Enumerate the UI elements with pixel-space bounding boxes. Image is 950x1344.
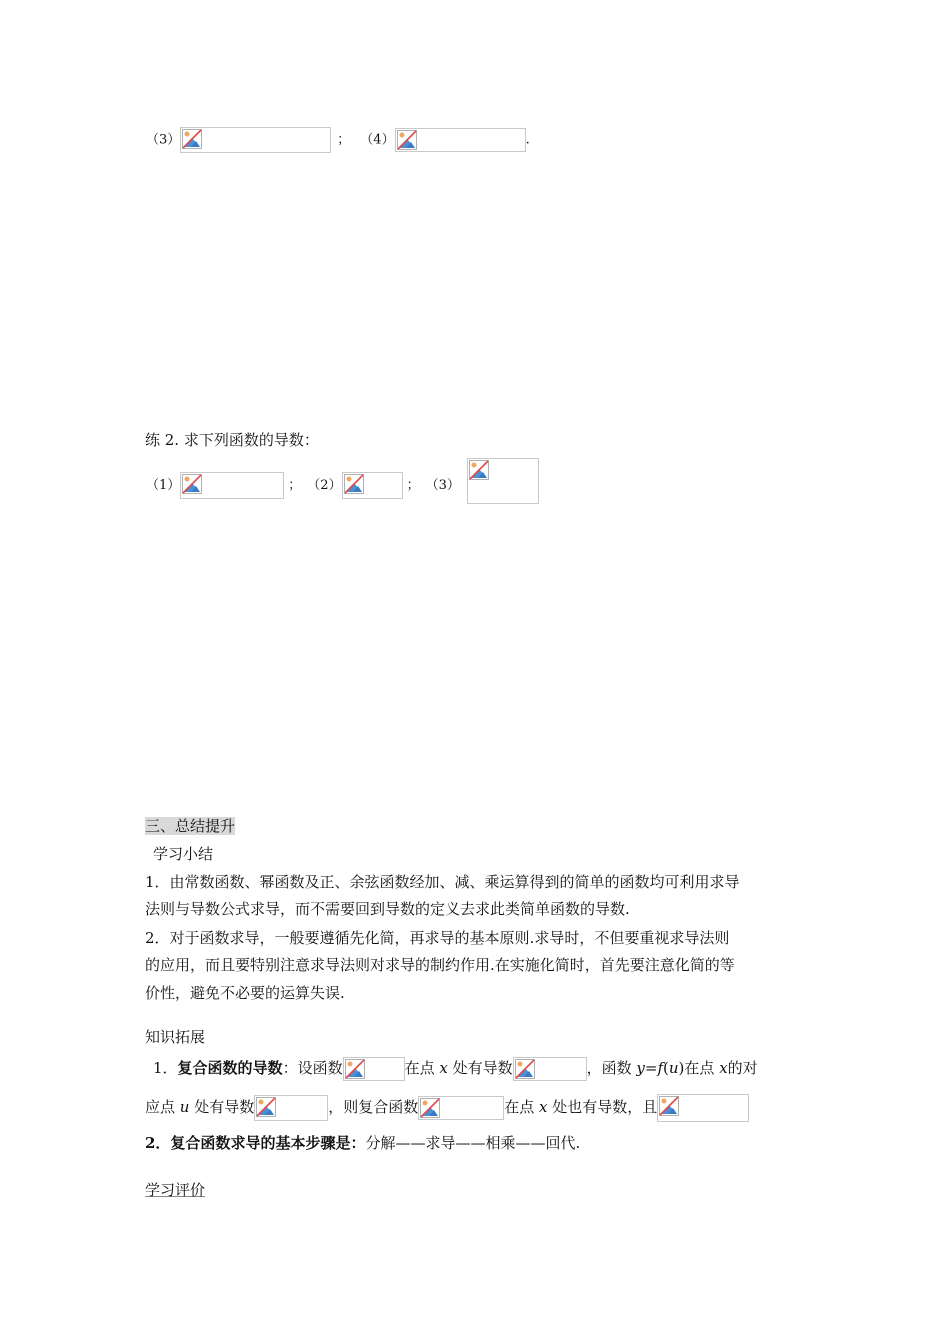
text: 在点 [504,1098,540,1116]
summary-p2-line2: 的应用，而且要特别注意求导法则对求导的制约作用.在实施化简时，首先要注意化简的等 [145,956,735,974]
text: 应点 [145,1098,180,1116]
summary-p1-line1: 1．由常数函数、幂函数及正、余弦函数经加、减、乘运算得到的简单的函数均可利用求导 [145,873,740,891]
separator: ； [337,132,351,148]
exercise-2-items [146,472,460,499]
item-label-1: （1） [146,478,181,493]
formula-image-chain-rule [657,1094,749,1122]
broken-image-icon [256,1097,276,1117]
separator: ； [288,478,302,493]
broken-image-icon [397,130,417,150]
var-y: y [636,1059,645,1077]
text: 处有导数 [189,1098,255,1116]
formula-image-3 [180,127,331,153]
broken-image-icon [182,129,202,149]
extension-line-2 [145,1094,749,1122]
evaluation-heading: 学习评价 [145,1181,206,1199]
formula-image-4 [395,128,526,152]
formula-image-composite [418,1096,504,1120]
broken-image-icon [345,1059,365,1079]
list-number: 1． [153,1059,178,1077]
text: 在点 [684,1059,720,1077]
term-basic-steps: 2．复合函数求导的基本步骤是： [145,1134,366,1152]
term-composite-derivative: 复合函数的导数 [177,1059,283,1077]
text: 处也有导数，且 [547,1098,658,1116]
exercise-row-3-4 [146,127,530,153]
formula-image-e2 [342,472,403,499]
var-x: x [439,1059,448,1077]
formula-image-e1 [180,472,284,499]
item-label-4: （4） [360,132,395,148]
summary-p2-line3: 价性，避免不必要的运算失误. [145,984,345,1002]
end-period: . [525,132,530,148]
exercise-2-title: 练 2. 求下列函数的导数： [145,431,319,449]
var-x: x [719,1059,728,1077]
separator: ； [406,478,420,493]
broken-image-icon [420,1098,440,1118]
broken-image-icon [469,460,489,480]
text: ( [663,1059,669,1077]
extension-line-1 [153,1057,758,1081]
text: ：设函数 [282,1059,343,1077]
broken-image-icon [659,1096,679,1116]
extension-heading: 知识拓展 [145,1028,206,1046]
summary-heading: 三、总结提升 [145,817,236,835]
var-u: u [668,1059,679,1077]
item-label-3: （3） [146,132,181,148]
summary-p2-line1: 2．对于函数求导，一般要遵循先化简，再求导的基本原则.求导时，不但要重视求导法则 [145,929,730,947]
text: 在点 [404,1059,440,1077]
formula-image-ux [513,1057,587,1081]
text: 的对 [727,1059,758,1077]
evaluation-heading-row [145,1180,205,1200]
text: ，则复合函数 [328,1098,419,1116]
broken-image-icon [344,474,364,494]
broken-image-icon [515,1059,535,1079]
formula-image-u [343,1057,405,1081]
extension-line-3 [145,1133,580,1153]
text: = [644,1059,658,1077]
formula-image-fu [254,1095,328,1121]
item-label-2: （2） [307,478,342,493]
var-f: f [657,1059,664,1077]
steps-text: 分解——求导——相乘——回代. [365,1134,581,1152]
section-heading [145,816,235,836]
summary-p1-line2: 法则与导数公式求导，而不需要回到导数的定义去求此类简单函数的导数. [145,900,630,918]
formula-image-e3 [467,458,539,504]
text: 处有导数 [447,1059,513,1077]
var-x: x [539,1098,548,1116]
broken-image-icon [182,474,202,494]
summary-subheading: 学习小结 [153,845,214,863]
text: ) [678,1059,685,1077]
item-label-3: （3） [425,478,460,493]
text: ，函数 [586,1059,637,1077]
var-u: u [179,1098,190,1116]
